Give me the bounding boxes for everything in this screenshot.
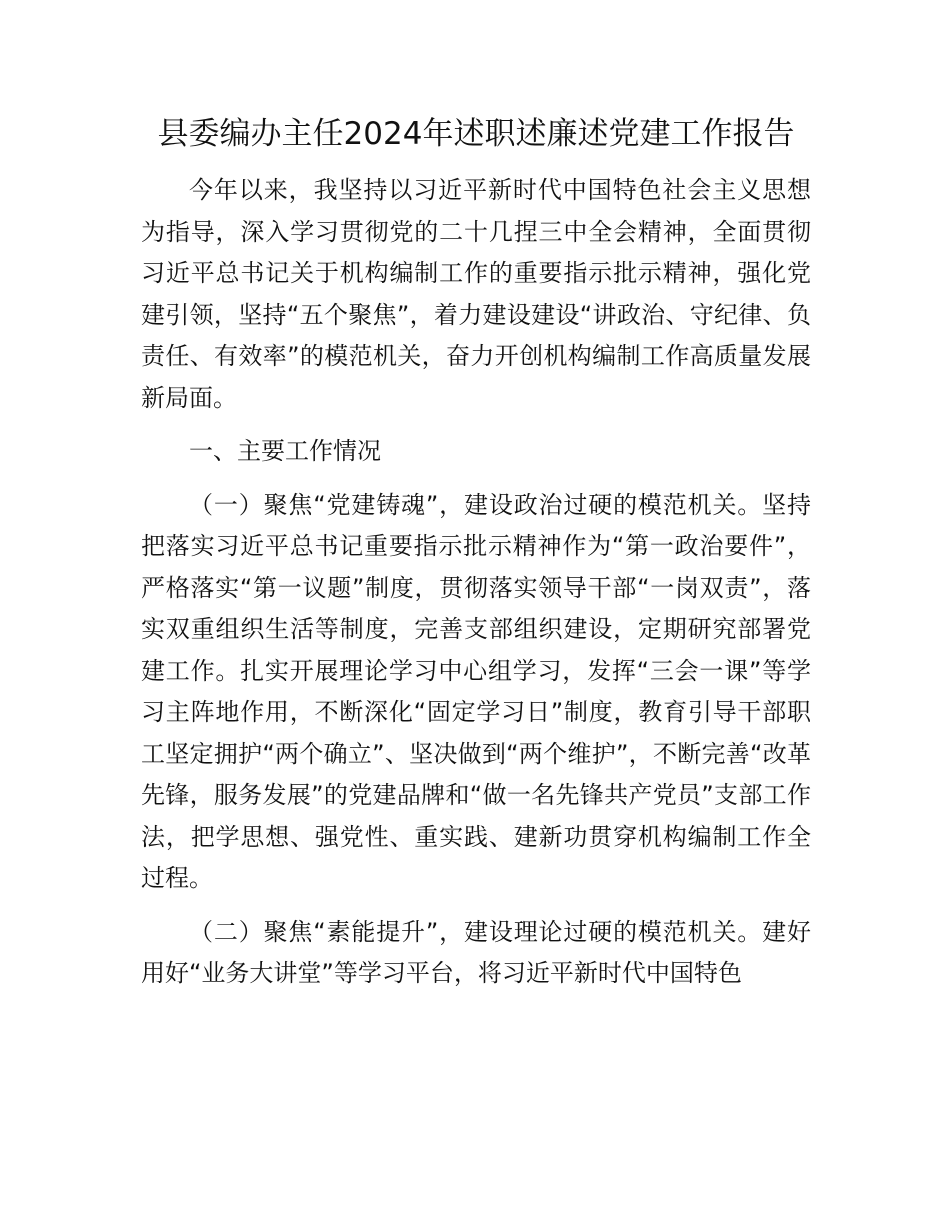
paragraph-section-2: （二）聚焦“素能提升”，建设理论过硬的模范机关。建好用好“业务大讲堂”等学习平台，将习近平新时代中国特色 — [141, 917, 811, 987]
paragraph-section-1: （一）聚焦“党建铸魂”，建设政治过硬的模范机关。坚持把落实习近平总书记重要指示批示精神作为“第一政治要件”，严格落实“第一议题”制度，贯彻落实领导干部“一岗双责”，落实双重组织生活等制度，完善支部组织建设，定期研究部署党建工作。扎实开展理论学习中心组学习，发挥“三会一课”等学习主阵地作用，不断深化“固定学习日”制度，教育引导干部职工坚定拥护“两个确立”、坚决做到“两个维护”，不断完善“改革先锋，服务发展”的党建品牌和“做一名先锋共产党员”支部工作法，把学思想、强党性、重实践、建新功贯穿机构编制工作全过程。 — [141, 490, 811, 892]
paragraph-intro: 今年以来，我坚持以习近平新时代中国特色社会主义思想为指导，深入学习贯彻党的二十几捏三中全会精神，全面贯彻习近平总书记关于机构编制工作的重要指示批示精神，强化党建引领，坚持“五个聚焦”，着力建设建设“讲政治、守纪律、负责任、有效率”的模范机关，奋力开创机构编制工作高质量发展新局面。 — [141, 176, 811, 412]
document-title: 县委编办主任2024年述职述廉述党建工作报告 — [157, 116, 795, 152]
section-heading-main-work: 一、主要工作情况 — [189, 437, 381, 465]
document-page — [141, 112, 811, 995]
